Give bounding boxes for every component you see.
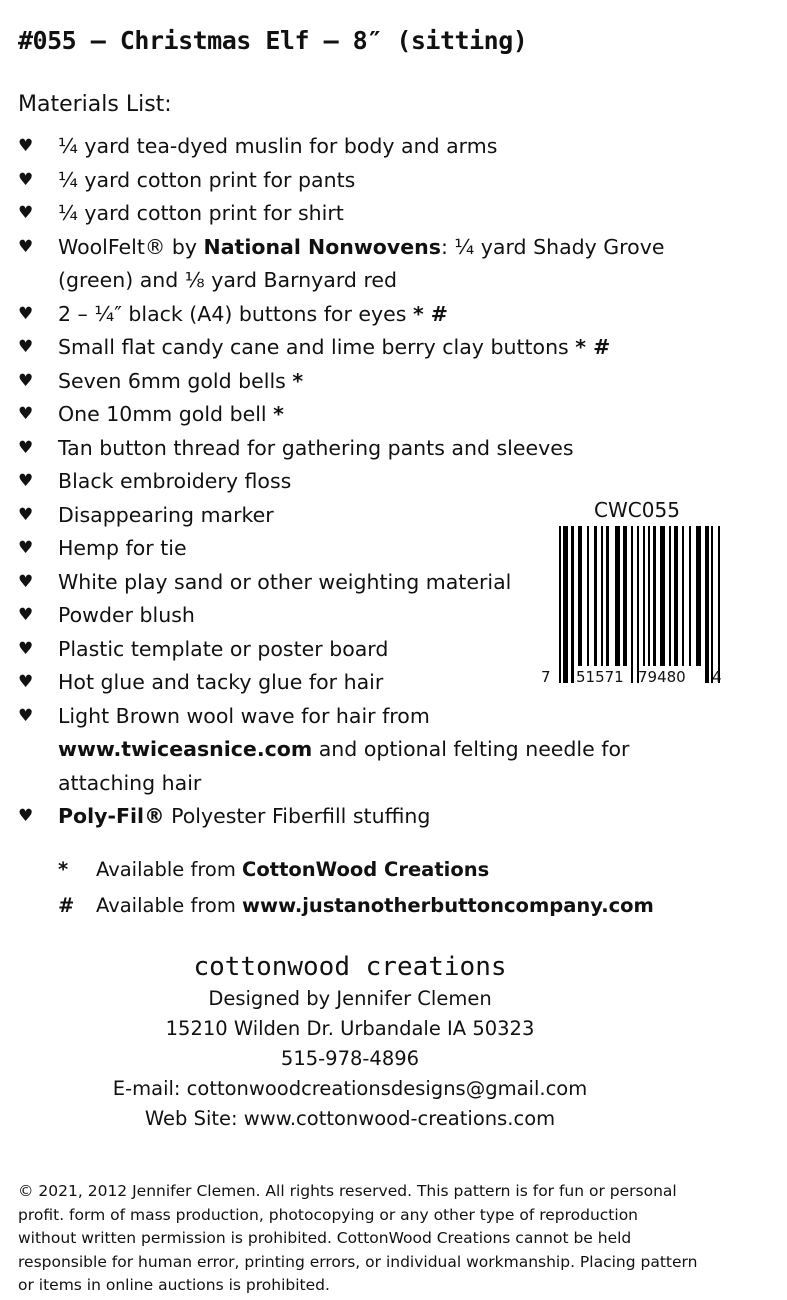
barcode-bar: [682, 526, 684, 666]
footnote-symbol: *: [58, 858, 69, 881]
barcode-bar: [689, 526, 691, 666]
material-text: WoolFelt® by: [58, 234, 204, 259]
heart-bullet-icon: ♥: [18, 504, 34, 525]
barcode-bar: [631, 526, 633, 683]
barcode: [541, 498, 722, 686]
materials-heading: Materials List:: [18, 92, 172, 117]
material-item: [18, 231, 698, 298]
heart-bullet-icon: ♥: [18, 571, 34, 592]
barcode-bar: [711, 526, 713, 683]
barcode-bar: [637, 526, 639, 683]
material-text: Tan button thread for gathering pants and sleeves: [58, 435, 574, 460]
barcode-bars: [559, 526, 715, 683]
barcode-bar: [718, 526, 720, 683]
barcode-bar: [571, 526, 574, 683]
heart-bullet-icon: ♥: [18, 806, 34, 826]
barcode-bar: [601, 526, 603, 666]
material-text: National Nonwovens: [203, 234, 441, 259]
footnote-text: Available from: [96, 858, 243, 881]
material-item: [18, 331, 698, 365]
material-text: * #: [412, 301, 448, 326]
material-text: Seven 6mm gold bells: [58, 368, 293, 393]
material-text: Hot glue and tacky glue for hair: [58, 670, 384, 694]
barcode-bar: [674, 526, 678, 666]
heart-bullet-icon: ♥: [18, 203, 34, 223]
heart-bullet-icon: ♥: [18, 605, 34, 625]
copyright-notice: © 2021, 2012 Jennifer Clemen. All rights reserved. This pattern is for fun or personal profit. form of mass production, photocopying or any other type of reproduction without written permission is prohibited. CottonWood Creations cannot be held responsible for human error, printing errors, or individual workmanship. Placing pattern or items in online auctions is prohibited.: [18, 1182, 698, 1294]
material-text: Small flat candy cane and lime berry clay buttons: [58, 335, 576, 359]
footnote-source: www.justanotherbuttoncompany.com: [242, 894, 654, 917]
footnote-symbol: #: [58, 894, 75, 917]
barcode-bar: [623, 526, 627, 666]
barcode-bar: [615, 526, 620, 666]
website: Web Site: www.cottonwood-creations.com: [144, 1107, 556, 1130]
phone: 515-978-4896: [280, 1047, 420, 1070]
heart-bullet-icon: ♥: [18, 236, 34, 257]
material-item: [18, 298, 698, 332]
material-item: [18, 365, 698, 399]
heart-bullet-icon: ♥: [18, 404, 34, 424]
barcode-bar: [643, 526, 645, 666]
heart-bullet-icon: ♥: [18, 538, 34, 558]
designer: Designed by Jennifer Clemen: [208, 987, 492, 1010]
material-item: [18, 700, 698, 801]
footnote-cottonwood: [58, 858, 489, 881]
email: E-mail: cottonwoodcreationsdesigns@gmail.com: [112, 1077, 588, 1100]
material-text: Hemp for tie: [58, 536, 187, 560]
barcode-digit: 79480: [638, 668, 686, 686]
material-item: [18, 130, 698, 164]
barcode-bar: [587, 526, 589, 666]
footnote-button-company: [58, 894, 654, 917]
heart-bullet-icon: ♥: [18, 370, 34, 391]
footnote-source: CottonWood Creations: [242, 858, 490, 881]
contact-block: [0, 952, 700, 1134]
barcode-bar: [705, 526, 709, 683]
material-text: 2 – ¼″ black (A4) buttons for eyes: [58, 301, 413, 326]
heart-bullet-icon: ♥: [18, 169, 34, 190]
barcode-bar: [563, 526, 568, 683]
barcode-digit: 4: [712, 668, 722, 686]
material-text: * #: [575, 335, 611, 359]
material-text: ¼ yard cotton print for pants: [58, 167, 356, 192]
heart-bullet-icon: ♥: [18, 471, 34, 491]
material-text: www.twiceasnice.com: [58, 737, 313, 761]
material-text: One 10mm gold bell: [58, 402, 274, 426]
barcode-bar: [594, 526, 597, 666]
heart-bullet-icon: ♥: [18, 437, 34, 458]
material-text: *: [273, 402, 284, 426]
heart-bullet-icon: ♥: [18, 705, 34, 726]
material-item: [18, 800, 698, 834]
footnote-text: Available from: [96, 894, 243, 917]
barcode-bar: [669, 526, 671, 666]
material-text: Disappearing marker: [58, 502, 274, 527]
heart-bullet-icon: ♥: [18, 672, 34, 692]
brand-name: cottonwood creations: [193, 952, 507, 982]
material-text: Polyester Fiberfill stuffing: [164, 804, 431, 828]
material-item: [18, 432, 698, 466]
barcode-label: CWC055: [594, 498, 680, 522]
heart-bullet-icon: ♥: [18, 638, 34, 659]
heart-bullet-icon: ♥: [18, 303, 34, 324]
heart-bullet-icon: ♥: [18, 337, 34, 357]
heart-bullet-icon: ♥: [18, 136, 34, 156]
material-text: *: [292, 368, 304, 393]
material-text: Plastic template or poster board: [58, 636, 389, 661]
barcode-bar: [660, 526, 665, 666]
material-item: [18, 197, 698, 231]
barcode-bar: [653, 526, 656, 666]
barcode-bar: [559, 526, 561, 683]
material-text: ¼ yard cotton print for shirt: [58, 201, 344, 225]
material-text: and optional felting needle for attaching hair: [58, 737, 630, 795]
barcode-bar: [606, 526, 609, 666]
material-item: [18, 465, 698, 499]
barcode-bar: [578, 526, 582, 666]
material-text: White play sand or other weighting material: [58, 569, 512, 594]
material-text: Light Brown wool wave for hair from: [58, 703, 430, 728]
barcode-digit: 7: [541, 668, 551, 686]
barcode-bar: [696, 526, 701, 666]
pattern-title: #055 – Christmas Elf – 8″ (sitting): [18, 26, 528, 55]
material-text: Black embroidery floss: [58, 469, 292, 493]
material-text: Poly-Fil®: [58, 804, 165, 828]
barcode-bar: [648, 526, 650, 666]
material-text: : ¼ yard Shady Grove (green) and ⅛ yard Barnyard red: [58, 234, 665, 292]
address: 15210 Wilden Dr. Urbandale IA 50323: [165, 1017, 535, 1040]
materials-list: [18, 130, 698, 834]
material-item: [18, 164, 698, 198]
barcode-digit: 51571: [576, 668, 624, 686]
material-item: [18, 398, 698, 432]
material-text: ¼ yard tea-dyed muslin for body and arms: [58, 134, 498, 158]
material-text: Powder blush: [58, 603, 195, 627]
